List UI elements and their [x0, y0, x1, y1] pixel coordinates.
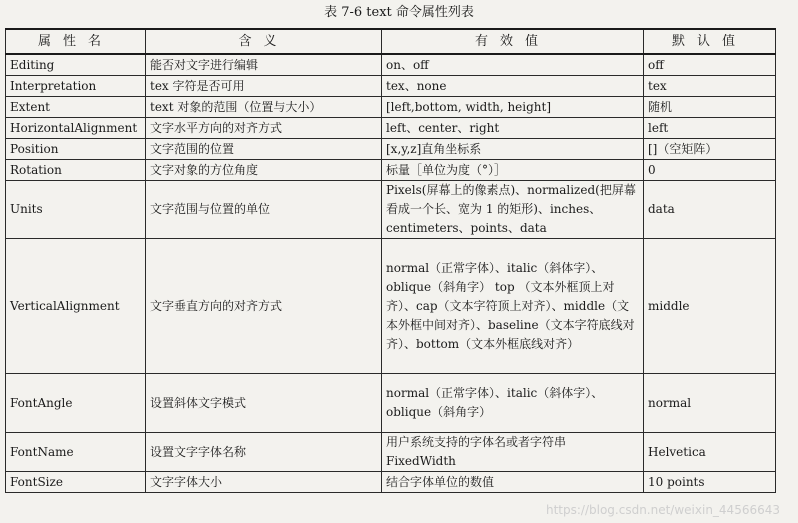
property-default: 随机 — [644, 97, 776, 118]
property-meaning: 文字水平方向的对齐方式 — [146, 118, 382, 139]
table-row — [6, 139, 776, 160]
header-meaning: 含义 — [146, 29, 382, 54]
property-default: 0 — [644, 160, 776, 181]
property-default: []（空矩阵） — [644, 139, 776, 160]
property-values: on、off — [382, 54, 644, 76]
property-default: normal — [644, 374, 776, 433]
property-values: Pixels(屏幕上的像素点)、normalized(把屏幕看成一个长、宽为 1 的矩形)、inches、centimeters、points、data — [382, 181, 644, 239]
property-default: off — [644, 54, 776, 76]
property-values: tex、none — [382, 76, 644, 97]
table-row — [6, 472, 776, 493]
property-default: tex — [644, 76, 776, 97]
property-name: Position — [6, 139, 146, 160]
header-default: 默认值 — [644, 29, 776, 54]
property-values: normal（正常字体）、italic（斜体字）、oblique（斜角字） top （文本外框顶上对齐）、cap（文本字符顶上对齐）、middle（文本外框中间对齐）、baseline（文本字符底线对齐）、bottom（文本外框底线对齐） — [382, 239, 644, 374]
property-name: VerticalAlignment — [6, 239, 146, 374]
table-row — [6, 97, 776, 118]
property-name: Rotation — [6, 160, 146, 181]
property-meaning: tex 字符是否可用 — [146, 76, 382, 97]
property-meaning: 能否对文字进行编辑 — [146, 54, 382, 76]
property-name: Units — [6, 181, 146, 239]
property-name: FontName — [6, 433, 146, 472]
property-meaning: 文字范围与位置的单位 — [146, 181, 382, 239]
table-row — [6, 433, 776, 472]
property-meaning: 文字对象的方位角度 — [146, 160, 382, 181]
property-values: left、center、right — [382, 118, 644, 139]
property-values: normal（正常字体）、italic（斜体字）、oblique（斜角字） — [382, 374, 644, 433]
property-name: FontAngle — [6, 374, 146, 433]
property-name: Editing — [6, 54, 146, 76]
table-header-row — [6, 29, 776, 54]
property-values: [left,bottom, width, height] — [382, 97, 644, 118]
property-default: left — [644, 118, 776, 139]
table-row — [6, 239, 776, 374]
property-meaning: 文字字体大小 — [146, 472, 382, 493]
header-valid-values: 有效值 — [382, 29, 644, 54]
table-caption: 表 7-6 text 命令属性列表 — [324, 5, 474, 20]
property-values: [x,y,z]直角坐标系 — [382, 139, 644, 160]
property-default: 10 points — [644, 472, 776, 493]
property-meaning: 文字垂直方向的对齐方式 — [146, 239, 382, 374]
property-name: FontSize — [6, 472, 146, 493]
property-default: Helvetica — [644, 433, 776, 472]
table-row — [6, 181, 776, 239]
property-meaning: text 对象的范围（位置与大小） — [146, 97, 382, 118]
property-meaning: 设置文字字体名称 — [146, 433, 382, 472]
table-row — [6, 54, 776, 76]
property-default: middle — [644, 239, 776, 374]
table-row — [6, 118, 776, 139]
property-values: 标量［单位为度（°）］ — [382, 160, 644, 181]
table-row — [6, 76, 776, 97]
watermark-url: https://blog.csdn.net/weixin_44566643 — [545, 503, 780, 517]
property-name: Interpretation — [6, 76, 146, 97]
property-name: Extent — [6, 97, 146, 118]
table-row — [6, 374, 776, 433]
property-table — [5, 28, 776, 493]
property-default: data — [644, 181, 776, 239]
property-values: 用户系统支持的字体名或者字符串 FixedWidth — [382, 433, 644, 472]
property-name: HorizontalAlignment — [6, 118, 146, 139]
property-meaning: 设置斜体文字模式 — [146, 374, 382, 433]
property-meaning: 文字范围的位置 — [146, 139, 382, 160]
header-property-name: 属性名 — [6, 29, 146, 54]
property-values: 结合字体单位的数值 — [382, 472, 644, 493]
table-row — [6, 160, 776, 181]
